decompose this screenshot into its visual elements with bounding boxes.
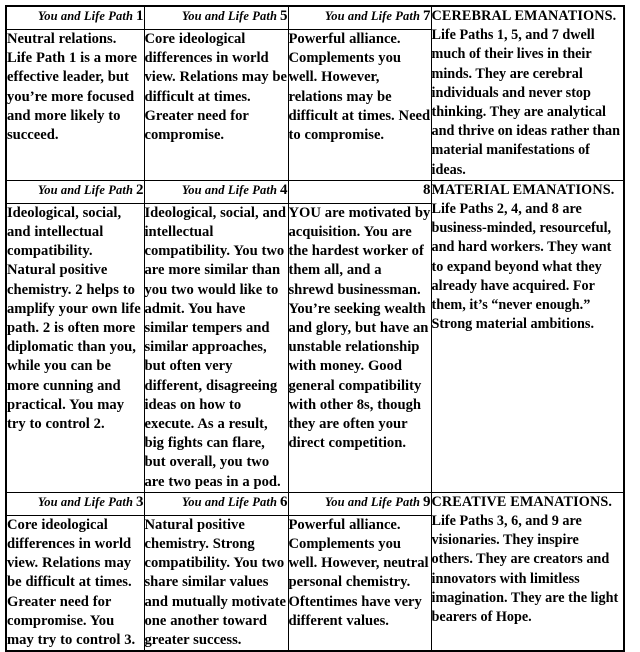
header-number-path-6: 6 bbox=[280, 493, 288, 510]
header-prefix-path-7: You and Life Path bbox=[324, 9, 420, 23]
header-cell-path-2 bbox=[6, 180, 144, 203]
body-text-path-1: Neutral relations. Life Path 1 is a more effective leader, but you’re more focused and more likely to succeed. bbox=[7, 31, 138, 144]
emanation-creative-paragraph bbox=[432, 493, 624, 627]
header-prefix-path-5: You and Life Path bbox=[181, 9, 277, 23]
body-text-path-8: YOU are motivated by acquisition. You are the hardest worker of them all, and a shrewd businessman. You’re seeking wealth and glory, but have an unstable relationship with money. Good general compatibility with other 8s, though they are often your direct competition. bbox=[288, 204, 431, 452]
header-cell-path-6 bbox=[144, 492, 288, 515]
emanation-creative-title: CREATIVE EMANATIONS. bbox=[431, 493, 613, 510]
body-cell-path-8 bbox=[288, 203, 431, 492]
emanation-cerebral-text: Life Paths 1, 5, and 7 dwell much of their lives in their minds. They are cerebral individuals and never stop thinking. They are analytical and thrive on ideas rather than material manifestations of ideas. bbox=[431, 27, 621, 178]
life-path-compatibility-table bbox=[5, 5, 625, 652]
emanation-material-paragraph bbox=[432, 181, 624, 335]
header-prefix-path-2: You and Life Path bbox=[37, 182, 133, 197]
body-cell-path-3 bbox=[6, 515, 144, 651]
header-row-1 bbox=[6, 6, 624, 30]
header-row-3 bbox=[6, 492, 624, 515]
body-cell-path-2 bbox=[6, 203, 144, 492]
body-text-path-2: Ideological, social, and intellectual compatibility. Natural positive chemistry. 2 helps to amplify your own life path. 2 is often more diplomatic than you, while you can be more cunning and practical. You may try to control 2. bbox=[7, 204, 141, 433]
header-cell-path-1 bbox=[6, 6, 144, 30]
header-number-path-1: 1 bbox=[136, 8, 144, 24]
body-cell-path-4 bbox=[144, 203, 288, 492]
header-row-2 bbox=[6, 180, 624, 203]
body-text-path-6: Natural positive chemistry. Strong compatibility. You two share similar values and mutually motivate one another toward greater success. bbox=[144, 516, 286, 649]
body-text-path-9: Powerful alliance. Complements you well. However, neutral personal chemistry. Oftentimes have very different values. bbox=[288, 516, 429, 629]
header-cell-path-9 bbox=[288, 492, 431, 515]
header-prefix-path-1: You and Life Path bbox=[37, 9, 133, 23]
header-number-path-7: 7 bbox=[423, 8, 431, 24]
header-number-path-9: 9 bbox=[423, 493, 431, 510]
emanation-creative-text: Life Paths 3, 6, and 9 are visionaries. They inspire others. They are creators and innovators with limitless imagination. They are the light bearers of Hope. bbox=[431, 513, 619, 626]
body-cell-path-5 bbox=[144, 30, 288, 181]
header-number-path-5: 5 bbox=[280, 8, 288, 24]
header-cell-path-8 bbox=[288, 180, 431, 203]
header-number-path-3: 3 bbox=[136, 493, 144, 510]
header-prefix-path-3: You and Life Path bbox=[37, 494, 133, 509]
header-cell-path-5 bbox=[144, 6, 288, 30]
body-cell-path-9 bbox=[288, 515, 431, 651]
body-cell-path-6 bbox=[144, 515, 288, 651]
body-text-path-7: Powerful alliance. Complements you well. However, relations may be difficult at times. Need to compromise. bbox=[288, 31, 431, 144]
emanation-material-text: Life Paths 2, 4, and 8 are business-minded, resourceful, and hard workers. They want to expand beyond what they already have acquired. For them, it’s “never enough.” Strong material ambitions. bbox=[431, 201, 612, 333]
header-cell-path-3 bbox=[6, 492, 144, 515]
header-number-path-4: 4 bbox=[280, 181, 288, 198]
life-path-compatibility-sheet bbox=[5, 5, 623, 649]
body-text-path-3: Core ideological differences in world view. Relations may be difficult at times. Greater need for compromise. You may try to control 3. bbox=[7, 516, 136, 649]
header-number-path-2: 2 bbox=[136, 181, 144, 198]
emanation-cerebral-paragraph bbox=[432, 7, 624, 180]
body-text-path-5: Core ideological differences in world view. Relations may be difficult at times. Greater need for compromise. bbox=[144, 31, 287, 144]
body-cell-path-7 bbox=[288, 30, 431, 181]
emanation-cell-creative bbox=[431, 492, 624, 651]
header-prefix-path-9: You and Life Path bbox=[324, 494, 420, 509]
header-cell-path-4 bbox=[144, 180, 288, 203]
header-prefix-path-6: You and Life Path bbox=[181, 494, 277, 509]
body-cell-path-1 bbox=[6, 30, 144, 181]
header-cell-path-7 bbox=[288, 6, 431, 30]
emanation-material-title: MATERIAL EMANATIONS. bbox=[431, 181, 615, 198]
emanation-cell-material bbox=[431, 180, 624, 492]
emanation-cerebral-title: CEREBRAL EMANATIONS. bbox=[431, 8, 617, 24]
header-prefix-path-4: You and Life Path bbox=[181, 182, 277, 197]
emanation-cell-cerebral bbox=[431, 6, 624, 180]
header-number-path-8: 8 bbox=[423, 181, 431, 198]
body-text-path-4: Ideological, social, and intellectual compatibility. You two are more similar than you two would like to admit. You have similar tempers and similar approaches, but often very different, disagreeing ideas on how to execute. As a result, big fights can flare, but overall, you two are two peas in a pod. bbox=[144, 204, 286, 490]
